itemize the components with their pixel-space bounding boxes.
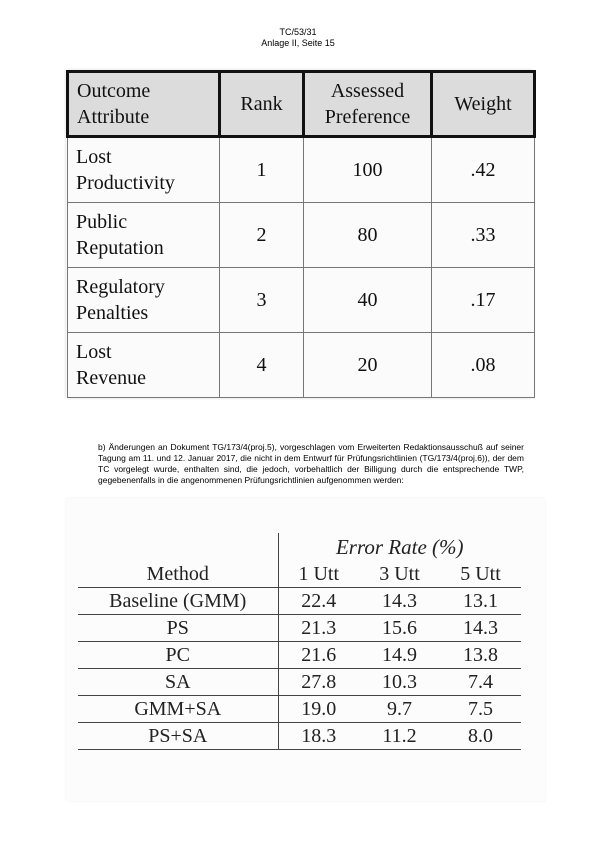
table-row xyxy=(78,588,521,615)
error-rate-table xyxy=(78,533,521,750)
document-code: TC/53/31 xyxy=(279,27,317,37)
amendment-paragraph: b) Änderungen an Dokument TG/173/4(proj.5), vorgeschlagen vom Erweiterten Redaktionsausschuß auf seiner Tagung am 11. und 12. Januar 2017, die nicht in dem Entwurf für Prüfungsrichtlinien (TG/173/4(proj.6)), der dem TC vorgelegt wurde, enthalten sind, die jedoch, vorbehaltlich der Billigung durch die entsprechende TWP, gegebenenfalls in die angenommenen Prüfungsrichtlinien aufgenommen werden: xyxy=(98,441,524,485)
table-row xyxy=(68,137,535,203)
preference-cell: 20 xyxy=(304,333,432,398)
header-1-utt: 1 Utt xyxy=(278,561,359,588)
table1-header-row xyxy=(68,72,535,137)
weight-cell: .08 xyxy=(432,333,535,398)
method-cell: PS+SA xyxy=(78,723,278,750)
value-cell: 14.3 xyxy=(359,588,440,615)
attribute-cell: Lost Productivity xyxy=(68,137,220,203)
value-cell: 10.3 xyxy=(359,669,440,696)
value-cell: 15.6 xyxy=(359,615,440,642)
weight-cell: .17 xyxy=(432,268,535,333)
value-cell: 9.7 xyxy=(359,696,440,723)
weight-cell: .42 xyxy=(432,137,535,203)
value-cell: 14.9 xyxy=(359,642,440,669)
error-rate-header: Error Rate (%) xyxy=(335,535,464,559)
value-cell: 14.3 xyxy=(440,615,521,642)
table2-header-row xyxy=(78,561,521,588)
header-weight: Weight xyxy=(432,72,535,137)
value-cell: 19.0 xyxy=(278,696,359,723)
method-cell: PC xyxy=(78,642,278,669)
header-3-utt: 3 Utt xyxy=(359,561,440,588)
page-header xyxy=(0,27,596,49)
error-rate-table-image xyxy=(66,498,545,801)
table-row xyxy=(68,268,535,333)
value-cell: 13.1 xyxy=(440,588,521,615)
rank-cell: 1 xyxy=(220,137,304,203)
header-assessed-preference: Assessed Preference xyxy=(304,72,432,137)
header-5-utt: 5 Utt xyxy=(440,561,521,588)
header-method: Method xyxy=(78,561,278,588)
value-cell: 7.5 xyxy=(440,696,521,723)
weight-cell: .33 xyxy=(432,203,535,268)
table-row xyxy=(68,333,535,398)
method-cell: GMM+SA xyxy=(78,696,278,723)
preference-cell: 80 xyxy=(304,203,432,268)
header-outcome-attribute: Outcome Attribute xyxy=(68,72,220,137)
attribute-cell: Public Reputation xyxy=(68,203,220,268)
value-cell: 7.4 xyxy=(440,669,521,696)
rank-cell: 2 xyxy=(220,203,304,268)
table2-group-header-row xyxy=(78,533,521,561)
table-row xyxy=(78,615,521,642)
value-cell: 21.6 xyxy=(278,642,359,669)
attribute-cell: Regulatory Penalties xyxy=(68,268,220,333)
value-cell: 18.3 xyxy=(278,723,359,750)
preference-cell: 100 xyxy=(304,137,432,203)
table-row xyxy=(78,642,521,669)
value-cell: 11.2 xyxy=(359,723,440,750)
outcome-attribute-table-image xyxy=(66,70,533,398)
method-cell: PS xyxy=(78,615,278,642)
preference-cell: 40 xyxy=(304,268,432,333)
rank-cell: 3 xyxy=(220,268,304,333)
table-row xyxy=(68,203,535,268)
blank-corner-cell xyxy=(78,533,278,561)
value-cell: 22.4 xyxy=(278,588,359,615)
value-cell: 21.3 xyxy=(278,615,359,642)
outcome-attribute-table xyxy=(66,70,536,398)
header-rank: Rank xyxy=(220,72,304,137)
table-row xyxy=(78,696,521,723)
attribute-cell: Lost Revenue xyxy=(68,333,220,398)
value-cell: 27.8 xyxy=(278,669,359,696)
value-cell: 8.0 xyxy=(440,723,521,750)
method-cell: SA xyxy=(78,669,278,696)
annex-page-label: Anlage II, Seite 15 xyxy=(261,38,335,48)
rank-cell: 4 xyxy=(220,333,304,398)
value-cell: 13.8 xyxy=(440,642,521,669)
table-row xyxy=(78,723,521,750)
method-cell: Baseline (GMM) xyxy=(78,588,278,615)
table-row xyxy=(78,669,521,696)
